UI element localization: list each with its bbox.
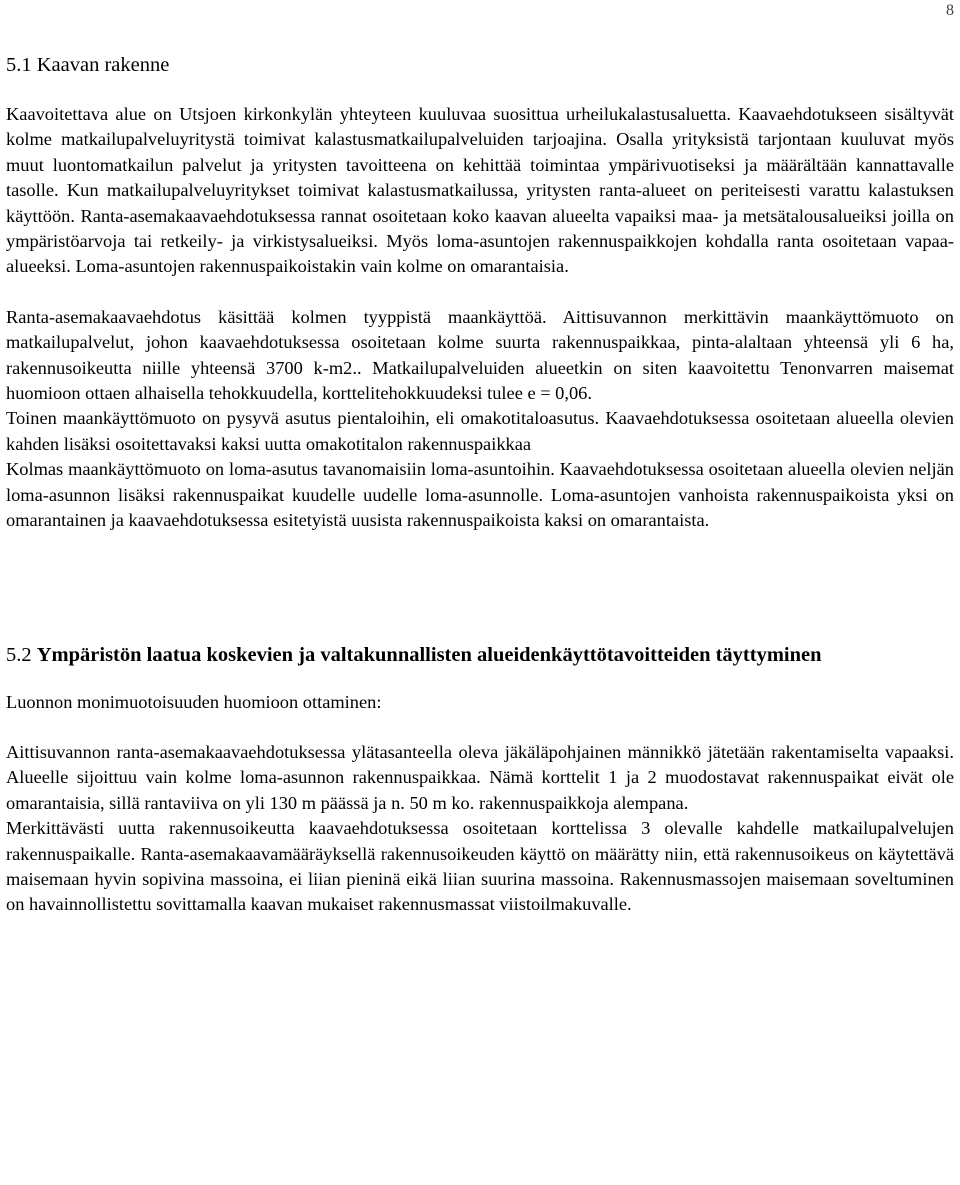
section-1-title: 5.1 Kaavan rakenne	[6, 54, 170, 76]
section-1-paragraph-4: Kolmas maankäyttömuoto on loma-asutus tavanomaisiin loma-asuntoihin. Kaavaehdotuksessa osoitetaan alueella olevien neljän loma-asunnon lisäksi rakennuspaikat kuudelle uudelle loma-asunnolle. Loma-asuntojen vanhoista rakennuspaikoista yksi on omarantainen ja kaavaehdotuksessa esitetyistä uusista rakennuspaikoista kaksi on omarantaista.	[6, 459, 954, 531]
section-2-title	[6, 640, 954, 670]
page-number: 8	[946, 2, 954, 19]
section-spacer	[6, 534, 954, 640]
section-1-paragraph-3: Toinen maankäyttömuoto on pysyvä asutus pientaloihin, eli omakotitaloasutus. Kaavaehdotuksessa osoitetaan alueella olevien kahden lisäksi osoitettavaksi kaksi uutta omakotitalon rakennuspaikkaa	[6, 408, 954, 454]
section-2-lead: Luonnon monimuotoisuuden huomioon ottaminen:	[6, 691, 382, 712]
document-body	[6, 50, 954, 918]
section-1-paragraph-1: Kaavoitettava alue on Utsjoen kirkonkylän yhteyteen kuuluvaa suosittua urheilukalastusaluetta. Kaavaehdotukseen sisältyvät kolme matkailupalveluyritystä toimivat kalastusmatkailupalveluiden tarjoajina. Osalla yrityksistä tarjontaan kuuluvat myös muut luontomatkailun palvelut ja yritysten tavoitteena on kehittää toimintaa ympärivuotiseksi ja määrältään kannattavalle tasolle. Kun matkailupalveluyritykset toimivat kalastusmatkailussa, yritysten ranta-alueet on periteisesti varattu kalastuksen käyttöön. Ranta-asemakaavaehdotuksessa rannat osoitetaan koko kaavan alueelta vapaiksi maa- ja metsätalousalueiksi joilla on ympäristöarvoja tai retkeily- ja virkistysalueiksi. Myös loma-asuntojen rakennuspaikkojen kohdalla ranta osoitetaan vapaa-alueeksi. Loma-asuntojen rakennuspaikoistakin vain kolme on omarantaisia.	[6, 104, 954, 277]
section-2-heading-text: Ympäristön laatua koskevien ja valtakunnallisten alueidenkäyttötavoitteiden täyttyminen	[36, 643, 822, 666]
section-2-paragraph-1: Aittisuvannon ranta-asemakaavaehdotuksessa ylätasanteella oleva jäkäläpohjainen männikkö jätetään rakentamiselta vapaaksi. Alueelle sijoittuu vain kolme loma-asunnon rakennuspaikkaa. Nämä korttelit 1 ja 2 muodostavat rakennuspaikat eivät ole omarantaisia, sillä rantaviiva on yli 130 m päässä ja n. 50 m ko. rakennuspaikkoja alempana.	[6, 741, 954, 813]
section-2-paragraph-2: Merkittävästi uutta rakennusoikeutta kaavaehdotuksessa osoitetaan korttelissa 3 olevalle kahdelle matkailupalvelujen rakennuspaikalle. Ranta-asemakaavamääräyksellä rakennusoikeuden käyttö on määrätty niin, että rakennusoikeus on käytettävä maisemaan hyvin sopivina massoina, ei liian pieninä eikä liian suurina massoina. Rakennusmassojen maisemaan soveltuminen on havainnollistettu sovittamalla kaavan mukaiset rakennusmassat viistoilmakuvalle.	[6, 818, 954, 915]
section-2-number: 5.2	[6, 643, 32, 666]
section-1-paragraph-2: Ranta-asemakaavaehdotus käsittää kolmen tyyppistä maankäyttöä. Aittisuvannon merkittävin maankäyttömuoto on matkailupalvelut, johon kaavaehdotuksessa osoitetaan kolme suurta rakennuspaikkaa, pinta-alaltaan yhteensä yli 6 ha, rakennusoikeutta niille yhteensä 3700 k-m2.. Matkailupalveluiden alueetkin on siten kaavoitettu Tenonvarren maisemat huomioon ottaen alhaisella tehokkuudella, korttelitehokkuudeksi tulee e = 0,06.	[6, 306, 954, 404]
